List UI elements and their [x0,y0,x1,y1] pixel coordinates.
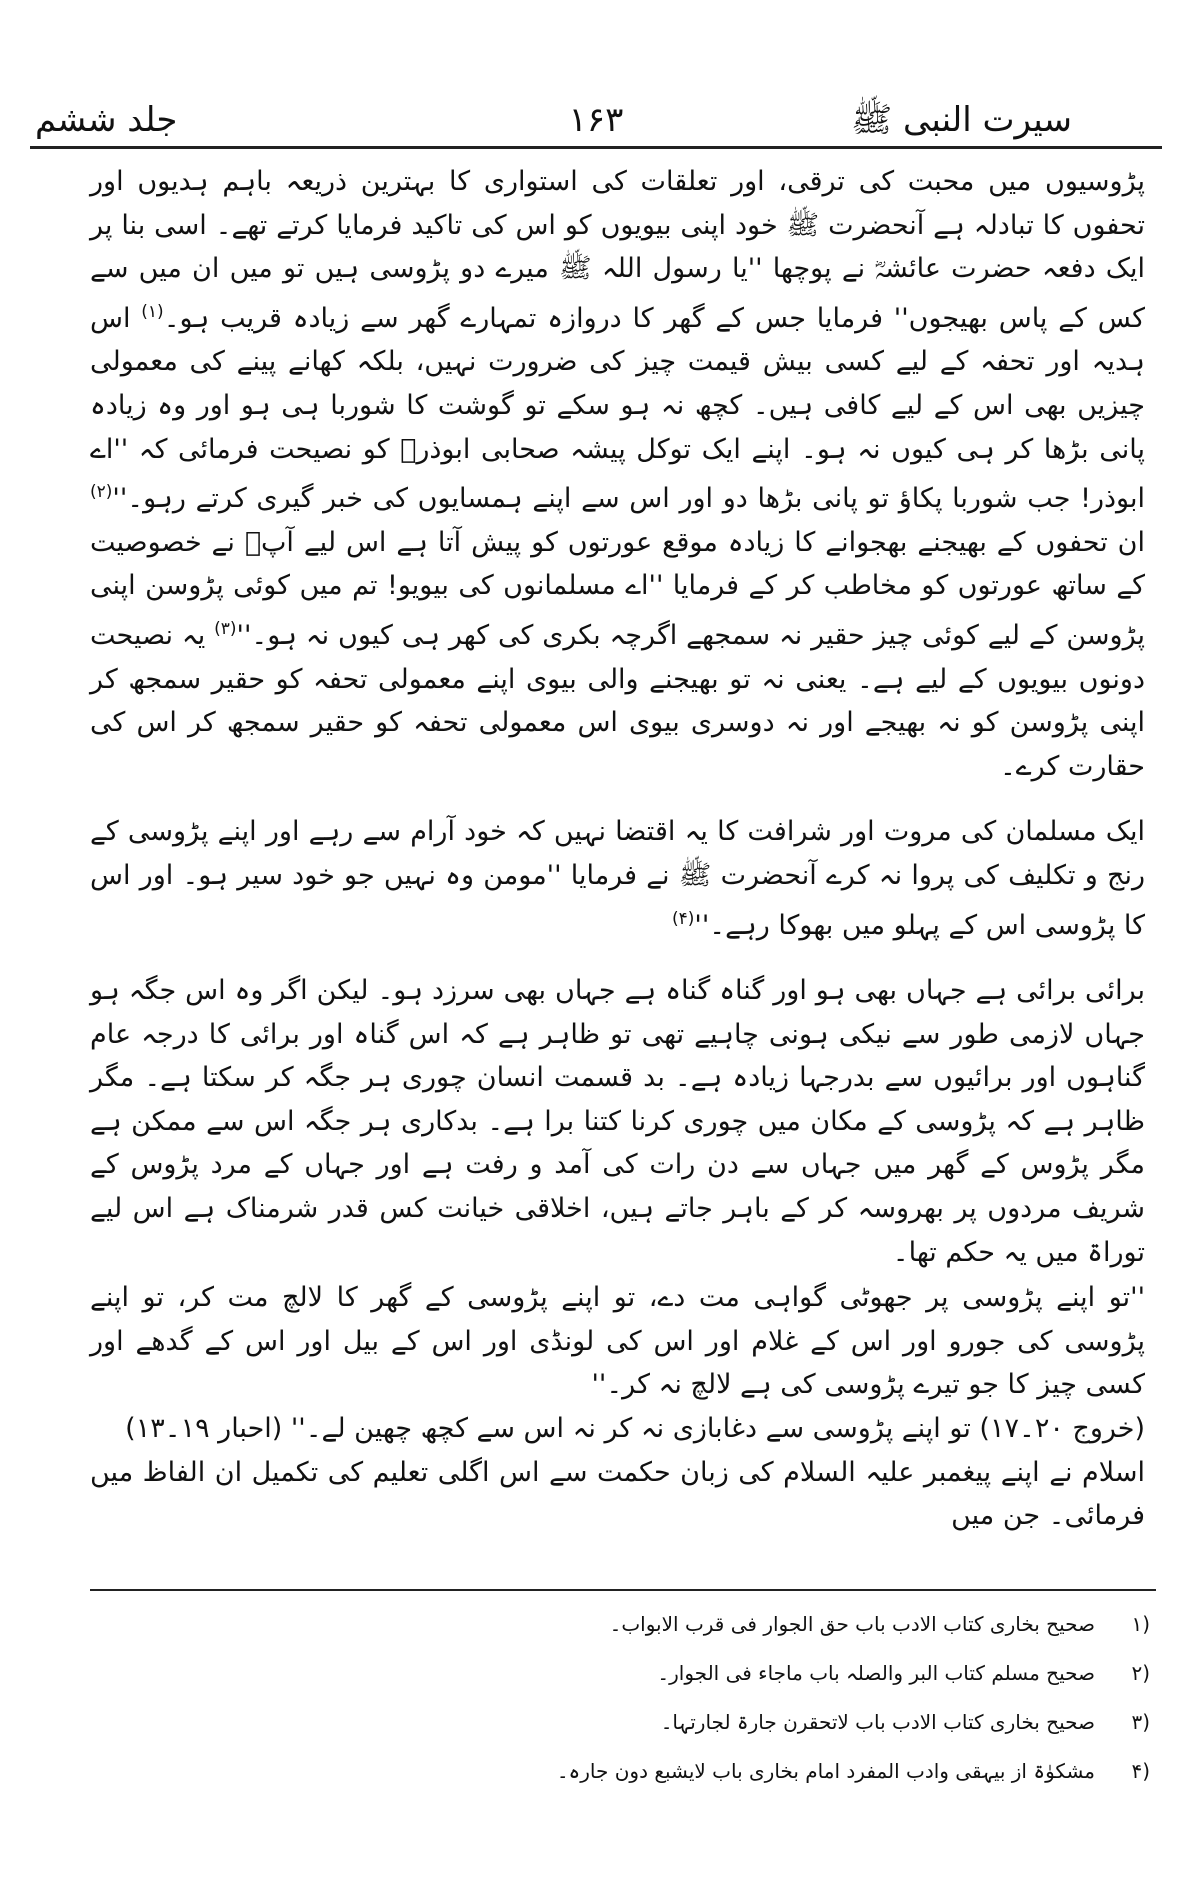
quote-reference: (خروج ۲۰۔۱۷) تو اپنے پڑوسی سے دغابازی نہ کر نہ اس سے کچھ چھین لے۔'' (احبار ۱۹۔۱۳) [125,1413,1145,1445]
running-header-volume: جلد ششم [35,100,178,140]
footnote-marker-2: (۲) [90,482,113,503]
paragraph-islam: اسلام نے اپنے پیغمبر علیہ السلام کی زبان حکمت سے اس اگلی تعلیم کی تکمیل ان الفاظ میں فرمائی۔ جن میں [90,1456,1145,1532]
quote-text: ''تو اپنے پڑوسی پر جھوٹی گواہی مت دے، تو اپنے پڑوسی کے گھر کا لالچ مت کر، تو اپنے پڑوسی کی جورو اور اس کے غلام اور اس کی لونڈی اور اس کے بیل اور اس کے گدھے اور کسی چیز کا جو تیرے پڑوسی کی ہے لالچ نہ کر۔'' [90,1282,1145,1401]
footnote-marker-1: (۱) [141,301,164,322]
torah-quote [90,1276,1145,1450]
running-header-title: سیرت النبی ﷺ [851,100,1072,140]
paragraph-sin: برائی برائی ہے جہاں بھی ہو اور گناہ گناہ ہے جہاں بھی سرزد ہو۔ لیکن اگر وہ اس جگہ ہو جہاں لازمی طور سے نیکی ہونی چاہیے تھی تو ظاہر ہے کہ اس گناہ اور برائی کا درجہ عام گناہوں اور برائیوں سے بدرجہا زیادہ ہے۔ بد قسمت انسان چوری ہر جگہ کر سکتا ہے۔ مگر ظاہر ہے کہ پڑوسی کے مکان میں چوری کرنا کتنا برا ہے۔ بدکاری ہر جگہ اس سے ممکن ہے مگر پڑوس کے گھر میں جہاں سے دن رات کی آمد و رفت ہے اور جہاں کے مرد پڑوس کے شریف مردوں پر بھروسہ کر کے باہر جاتے ہیں، اخلاقی خیانت کس قدر شرمناک ہے اس لیے توراۃ میں یہ حکم تھا۔ [90,975,1145,1268]
main-text [90,160,1145,1538]
footnote: (۳ صحیح بخاری کتاب الادب باب لاتحقرن جارۃ لجارتہا۔ [660,1710,1150,1734]
footnote: (۴ مشکوٰۃ از بیہقی وادب المفرد امام بخاری باب لایشبع دون جارہ۔ [556,1759,1150,1783]
footnote: (۲ صحیح مسلم کتاب البر والصلہ باب ماجاء فی الجوار۔ [657,1661,1150,1685]
footnote-marker-3: (۳) [214,618,237,639]
footnote-rule [90,1589,1156,1591]
footnote-marker-4: (۴) [671,908,695,929]
page-number: ۱۶۳ [568,100,624,140]
paragraph-believer: ایک مسلمان کی مروت اور شرافت کا یہ اقتضا نہیں کہ خود آرام سے رہے اور اپنے پڑوسی کے رنج و تکلیف کی پروا نہ کرے آنحضرت ﷺ نے فرمایا ''مومن وہ نہیں جو خود سیر ہو۔ اور اس کا پڑوسی اس کے پہلو میں بھوکا رہے۔''$^{(۴)}$ [90,816,1145,941]
footnote: (۱ صحیح بخاری کتاب الادب باب حق الجوار فی قرب الابواب۔ [609,1612,1150,1636]
footnotes [430,1608,1150,1804]
paragraph-gifts: پڑوسیوں میں محبت کی ترقی، اور تعلقات کی استواری کا بہترین ذریعہ باہم ہدیوں اور تحفوں کا تبادلہ ہے آنحضرت ﷺ خود اپنی بیویوں کو اس کی تاکید فرمایا کرتے تھے۔ اسی بنا پر ایک دفعہ حضرت عائشہؓ نے پوچھا ''یا رسول اللہ ﷺ میرے دو پڑوسی ہیں تو میں ان میں سے کس کے پاس بھیجوں'' فرمایا جس کے گھر کا دروازہ تمہارے گھر سے زیادہ قریب ہو۔$^{(۱)}$ اس ہدیہ اور تحفہ کے لیے کسی بیش قیمت چیز کی ضرورت نہیں، بلکہ کھانے پینے کی معمولی چیزیں بھی اس کے لیے کافی ہیں۔ کچھ نہ ہو سکے تو گوشت کا شوربا ہی ہو اور وہ زیادہ پانی بڑھا کر ہی کیوں نہ ہو۔ اپنے ایک توکل پیشہ صحابی ابوذرؓ کو نصیحت فرمائی کہ ''اے ابوذر! جب شوربا پکاؤ تو پانی بڑھا دو اور اس سے اپنے ہمسایوں کی خبر گیری کرتے رہو۔''$^{(۲)}$ ان تحفوں کے بھیجنے بھجوانے کا زیادہ موقع عورتوں کو پیش آتا ہے اس لیے آپؐ نے خصوصیت کے ساتھ عورتوں کو مخاطب کر کے فرمایا ''اے مسلمانوں کی بیویو! تم میں کوئی پڑوسن اپنی پڑوسن کے لیے کوئی چیز حقیر نہ سمجھے اگرچہ بکری کی کھر ہی کیوں نہ ہو۔''$^{(۳)}$ یہ نصیحت دونوں بیویوں کے لیے ہے۔ یعنی نہ تو بھیجنے والی بیوی اپنے معمولی تحفہ کو حقیر سمجھ کر اپنی پڑوسن کو نہ بھیجے اور نہ دوسری بیوی اس معمولی تحفہ کو حقیر سمجھ کر اس کی حقارت کرے۔ [90,166,1145,782]
header-rule [30,146,1162,149]
